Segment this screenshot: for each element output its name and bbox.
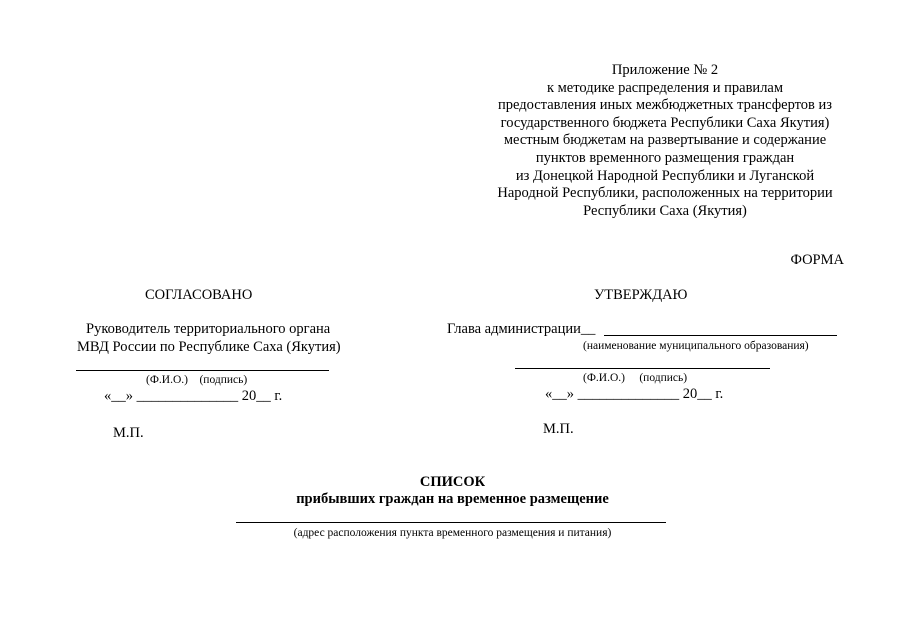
appendix-line: пунктов временного размещения граждан [535, 149, 795, 166]
appendix-line: из Донецкой Народной Республики и Луганской [515, 167, 815, 184]
appendix-line: местным бюджетам на развертывание и содержание [503, 132, 827, 149]
appendix-line: Республики Саха (Якутия) [583, 202, 747, 219]
agreed-signature-line [76, 370, 329, 371]
agreed-heading: СОГЛАСОВАНО [145, 287, 253, 303]
head-of-administration-label: Глава администрации__ [447, 321, 596, 337]
appendix-header [470, 62, 860, 220]
appendix-line: Народной Республики, расположенных на территории [497, 185, 833, 202]
municipality-caption: (наименование муниципального образования) [583, 340, 809, 352]
list-subtitle: прибывших граждан на временное размещение [296, 491, 609, 507]
address-line [236, 522, 666, 523]
appendix-line: государственного бюджета Республики Саха Якутия) [500, 114, 830, 131]
appendix-line: предоставления иных межбюджетных трансфертов из [498, 97, 832, 114]
form-label: ФОРМА [790, 252, 844, 268]
approved-signature-line [515, 368, 770, 369]
approved-stamp: М.П. [543, 421, 574, 437]
appendix-line: к методике распределения и правилам [546, 79, 784, 96]
agreed-date-line: «__» ______________ 20__ г. [104, 388, 283, 404]
agreed-stamp: М.П. [113, 425, 144, 441]
approved-date-line: «__» ______________ 20__ г. [545, 386, 724, 402]
agreed-signature-caption: (Ф.И.О.) (подпись) [146, 374, 248, 386]
agreed-position-line: Руководитель территориального органа [86, 321, 331, 337]
list-title: СПИСОК [419, 474, 486, 490]
approved-signature-caption: (Ф.И.О.) (подпись) [583, 372, 688, 384]
address-caption: (адрес расположения пункта временного размещения и питания) [293, 527, 612, 539]
approved-heading: УТВЕРЖДАЮ [594, 287, 688, 303]
agreed-position-line: МВД России по Республике Саха (Якутия) [77, 339, 341, 355]
appendix-line: Приложение № 2 [611, 62, 719, 78]
municipality-name-line [604, 335, 837, 336]
